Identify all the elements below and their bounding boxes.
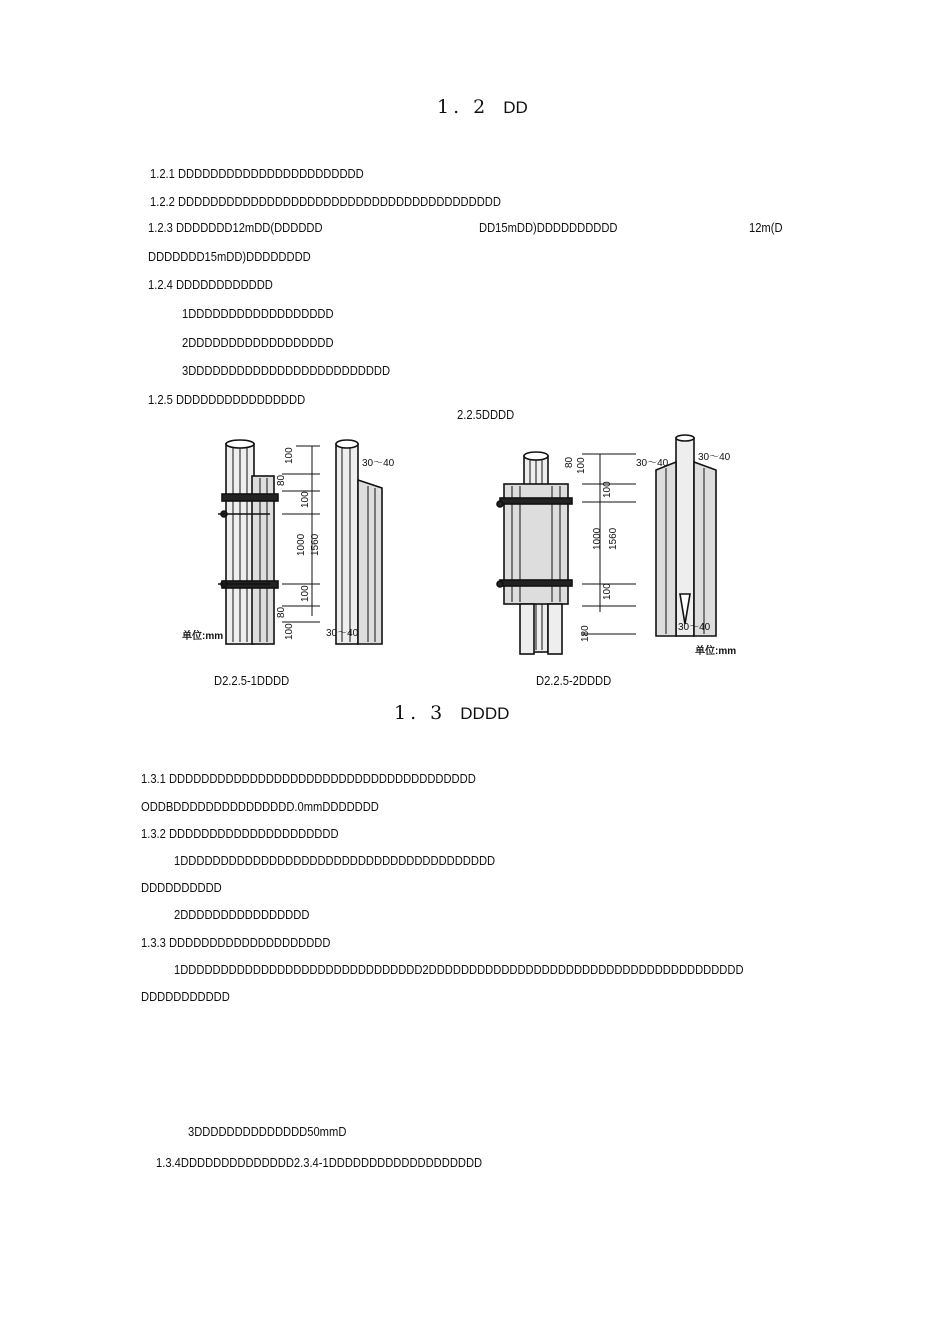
svg-text:100: 100: [300, 585, 311, 602]
item-1-3-1: 1.3.1 DDDDDDDDDDDDDDDDDDDDDDDDDDDDDDDDDDDDDD: [141, 771, 476, 786]
item-1-2-2: 1.2.2 DDDDDDDDDDDDDDDDDDDDDDDDDDDDDDDDDDDDDDDD: [150, 194, 501, 209]
figure-2-drawing: [490, 434, 758, 662]
svg-text:100: 100: [576, 457, 587, 474]
svg-text:100: 100: [602, 583, 613, 600]
item-1-2-5: 1.2.5 DDDDDDDDDDDDDDDD: [148, 392, 306, 407]
svg-text:1000: 1000: [296, 533, 307, 556]
item-1-3-3-cont: DDDDDDDDDDD: [141, 989, 230, 1004]
svg-text:1000: 1000: [592, 527, 603, 550]
item-1-3-4: 1.3.4DDDDDDDDDDDDDD2.3.4-1DDDDDDDDDDDDDDDDDDD: [156, 1155, 483, 1170]
svg-text:30～40: 30～40: [362, 458, 395, 469]
svg-text:单位:mm: 单位:mm: [695, 646, 737, 657]
svg-text:100: 100: [284, 623, 295, 640]
section-number: 1. 3: [394, 702, 447, 724]
figure-1-drawing: [178, 436, 418, 658]
figure-1-caption: D2.2.5-1DDDD: [214, 673, 290, 688]
item-1-3-2-2: 2DDDDDDDDDDDDDDDD: [174, 907, 310, 922]
item-1-3-1-cont: ODDBDDDDDDDDDDDDDDD.0mmDDDDDDD: [141, 799, 379, 814]
svg-text:80: 80: [564, 456, 575, 468]
svg-text:80: 80: [276, 474, 287, 486]
svg-text:30～40: 30～40: [326, 628, 359, 639]
section-title: DDDD: [460, 704, 510, 723]
svg-text:单位:mm: 单位:mm: [182, 631, 224, 642]
svg-text:100: 100: [602, 481, 613, 498]
svg-text:30～40: 30～40: [636, 458, 669, 469]
section-number: 1. 2: [437, 96, 490, 118]
item-1-3-2-1-cont: DDDDDDDDDD: [141, 880, 222, 895]
item-1-2-1: 1.2.1 DDDDDDDDDDDDDDDDDDDDDDD: [150, 166, 364, 181]
item-1-2-4-1: 1DDDDDDDDDDDDDDDDDD: [182, 306, 334, 321]
item-1-3-3-1: 1DDDDDDDDDDDDDDDDDDDDDDDDDDDDDD2DDDDDDDDDDDDDDDDDDDDDDDDDDDDDDDDDDDDDDD: [174, 962, 744, 977]
svg-text:1560: 1560: [310, 533, 321, 556]
section-title: DD: [503, 98, 528, 117]
item-1-3-2: 1.3.2 DDDDDDDDDDDDDDDDDDDDD: [141, 826, 339, 841]
item-1-3-2-1: 1DDDDDDDDDDDDDDDDDDDDDDDDDDDDDDDDDDDDDDD: [174, 853, 496, 868]
item-1-3-3-3: 3DDDDDDDDDDDDDD50mmD: [188, 1124, 347, 1139]
svg-text:100: 100: [300, 491, 311, 508]
item-1-2-4: 1.2.4 DDDDDDDDDDDD: [148, 277, 273, 292]
figure-caption-top: 2.2.5DDDD: [457, 407, 515, 422]
svg-text:30～40: 30～40: [698, 452, 731, 463]
item-1-3-3: 1.3.3 DDDDDDDDDDDDDDDDDDDD: [141, 935, 331, 950]
item-1-2-3-a: 1.2.3 DDDDDDD12mDD(DDDDDD: [148, 220, 323, 235]
section-heading-1-2: [437, 96, 528, 118]
item-1-2-3-d: DDDDDDD15mDD)DDDDDDDD: [148, 249, 311, 264]
item-1-2-3-b: DD15mDD)DDDDDDDDDD: [479, 220, 618, 235]
section-heading-1-3: [394, 702, 509, 724]
item-1-2-3-c: 12m(D: [749, 220, 783, 235]
svg-text:100: 100: [284, 447, 295, 464]
svg-text:1560: 1560: [608, 527, 619, 550]
svg-text:80: 80: [276, 606, 287, 618]
item-1-2-4-2: 2DDDDDDDDDDDDDDDDDD: [182, 335, 334, 350]
item-1-2-4-3: 3DDDDDDDDDDDDDDDDDDDDDDDDD: [182, 363, 391, 378]
svg-text:30～40: 30～40: [678, 622, 711, 633]
figure-2-caption: D2.2.5-2DDDD: [536, 673, 612, 688]
svg-text:180: 180: [580, 625, 591, 642]
